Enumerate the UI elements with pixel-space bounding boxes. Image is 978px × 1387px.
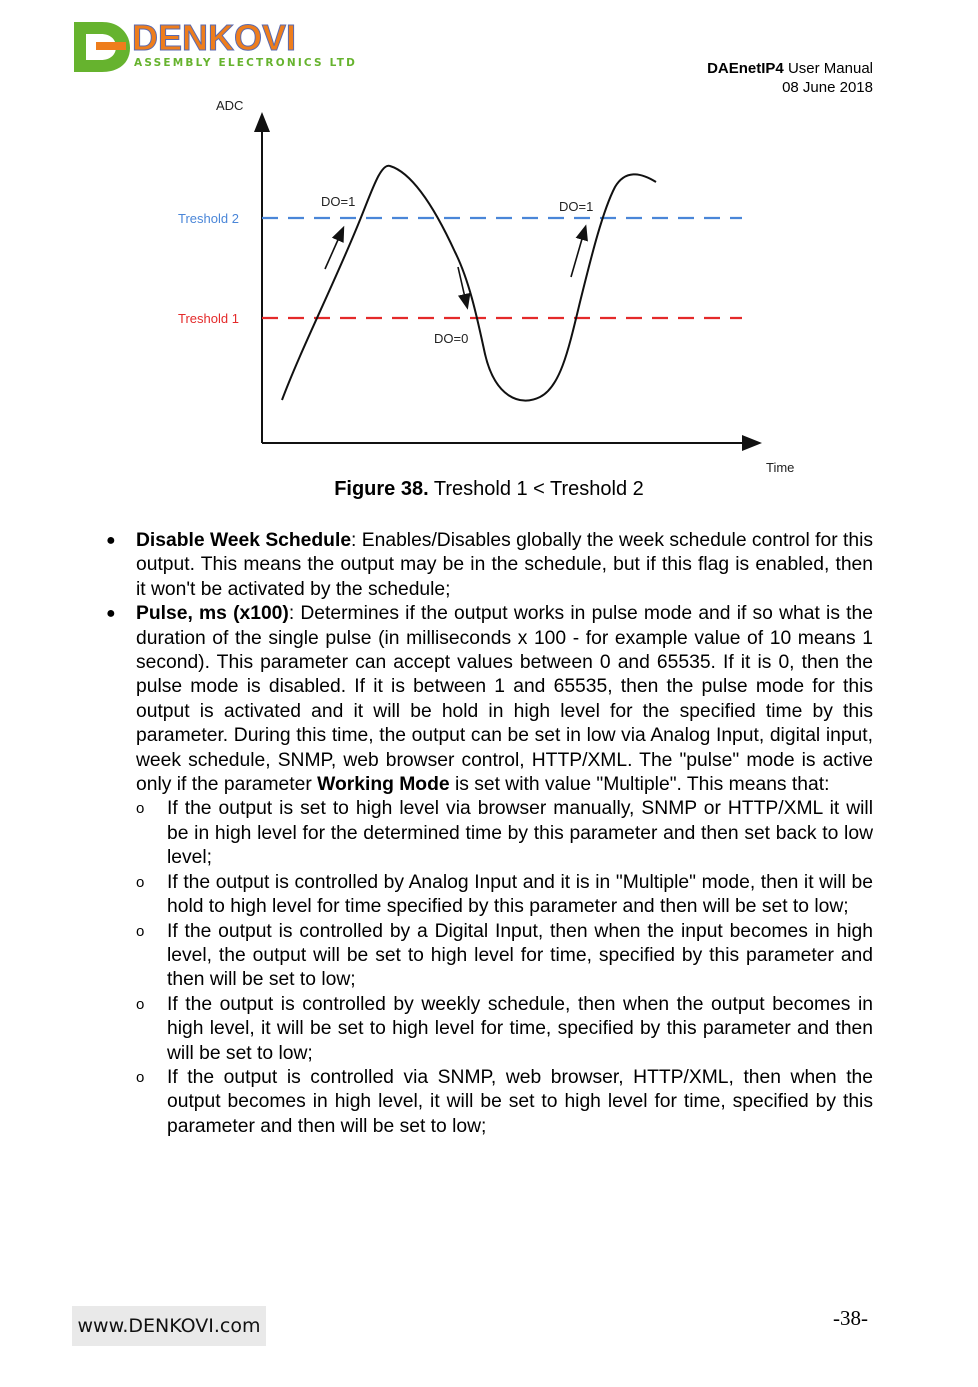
bullet-pulse	[106, 602, 873, 797]
sub-bullet	[106, 797, 873, 870]
caption-text: Treshold 1 < Treshold 2	[428, 478, 644, 500]
threshold1-label: Treshold 1	[178, 311, 239, 326]
logo-name: DENKOVI	[132, 17, 297, 58]
logo-bar	[96, 42, 126, 50]
arrow-down	[458, 267, 466, 302]
sub-bullet-circle: o	[136, 873, 145, 891]
sub-bullet-text: If the output is set to high level via browser manually, SNMP or HTTP/XML it will be in high level for the determined time by this parameter and then set back to low level;	[167, 798, 873, 869]
logo-tagline: ASSEMBLY ELECTRONICS LTD	[134, 57, 358, 69]
bullet-dot: ●	[106, 532, 116, 549]
sub-bullet-text: If the output is controlled via SNMP, web browser, HTTP/XML, then when the output becomes in high level, it will be set to high level for time, specified by this parameter and then will be set to low;	[167, 1066, 873, 1137]
sub-bullet-text: If the output is controlled by weekly schedule, then when the output becomes in high level, it will be set to high level for time, specified by this parameter and then will be set to low;	[167, 993, 873, 1064]
threshold2-label: Treshold 2	[178, 211, 239, 226]
header-date: 08 June 2018	[782, 79, 873, 96]
bullet-dot: ●	[106, 605, 116, 623]
sub-bullet	[106, 1066, 873, 1139]
sub-bullet	[106, 871, 873, 920]
bullet-text: : Enables/Disables globally the week schedule control for this output. This means the output may be in the schedule, but if this flag is enabled, then it won't be activated by the schedule;	[136, 530, 873, 600]
page-number: -38-	[833, 1306, 868, 1330]
bullet-title: Disable Week Schedule	[136, 530, 352, 551]
sub-bullet-circle: o	[136, 1068, 145, 1086]
sub-bullet-circle: o	[136, 922, 145, 940]
figure-caption	[0, 478, 978, 501]
arrow-up-2	[571, 232, 584, 277]
denkovi-logo	[72, 14, 358, 76]
bullet-text-after: is set with value "Multiple". This means that:	[449, 774, 830, 796]
caption-number: Figure 38.	[334, 478, 429, 500]
do1-label-first: DO=1	[321, 194, 356, 209]
do0-label: DO=0	[434, 331, 469, 346]
header-product: DAEnetIP4	[707, 60, 784, 77]
x-axis-label: Time	[766, 460, 795, 475]
header-doc-title: User Manual	[787, 60, 873, 77]
bullet-title: Pulse, ms (x100)	[136, 603, 289, 625]
bullet-disable-week-schedule	[106, 529, 873, 602]
bullet-bold-inline: Working Mode	[317, 774, 450, 796]
footer-website-link[interactable]: www.DENKOVI.com	[72, 1306, 266, 1346]
bullet-text: : Determines if the output works in pulse mode and if so what is the duration of the single pulse (in milliseconds x 100 - for example value of 10 means 1 second). This parameter can accept values between 0 and 65535. If it is 0, then the pulse mode is disabled. If it is between 1 and 65535, then the pulse mode for this output is activated and it will be hold in high level for the specified time by this parameter. During this time, the output can be set in low via Analog Input, digital input, week schedule, SNMP, web browser control, HTTP/XML. The "pulse" mode is active only if the parameter	[136, 603, 873, 796]
document-body	[106, 529, 873, 1139]
arrow-up-1	[325, 233, 341, 269]
do1-label-second: DO=1	[559, 199, 594, 214]
sub-bullet	[106, 993, 873, 1066]
sub-bullet-circle: o	[136, 800, 145, 818]
sub-bullet-circle: o	[136, 995, 145, 1013]
sub-bullet-text: If the output is controlled by Analog Input and it is in "Multiple" mode, then it will be hold to high level for time specified by this parameter and then will be set to low;	[167, 871, 873, 918]
sub-bullet	[106, 920, 873, 993]
y-axis-label: ADC	[216, 98, 244, 113]
threshold-figure	[170, 92, 810, 484]
sub-bullet-text: If the output is controlled by a Digital Input, then when the input becomes in high level, the output will be set to high level for time, specified by this parameter and then will be set to low;	[167, 920, 873, 991]
